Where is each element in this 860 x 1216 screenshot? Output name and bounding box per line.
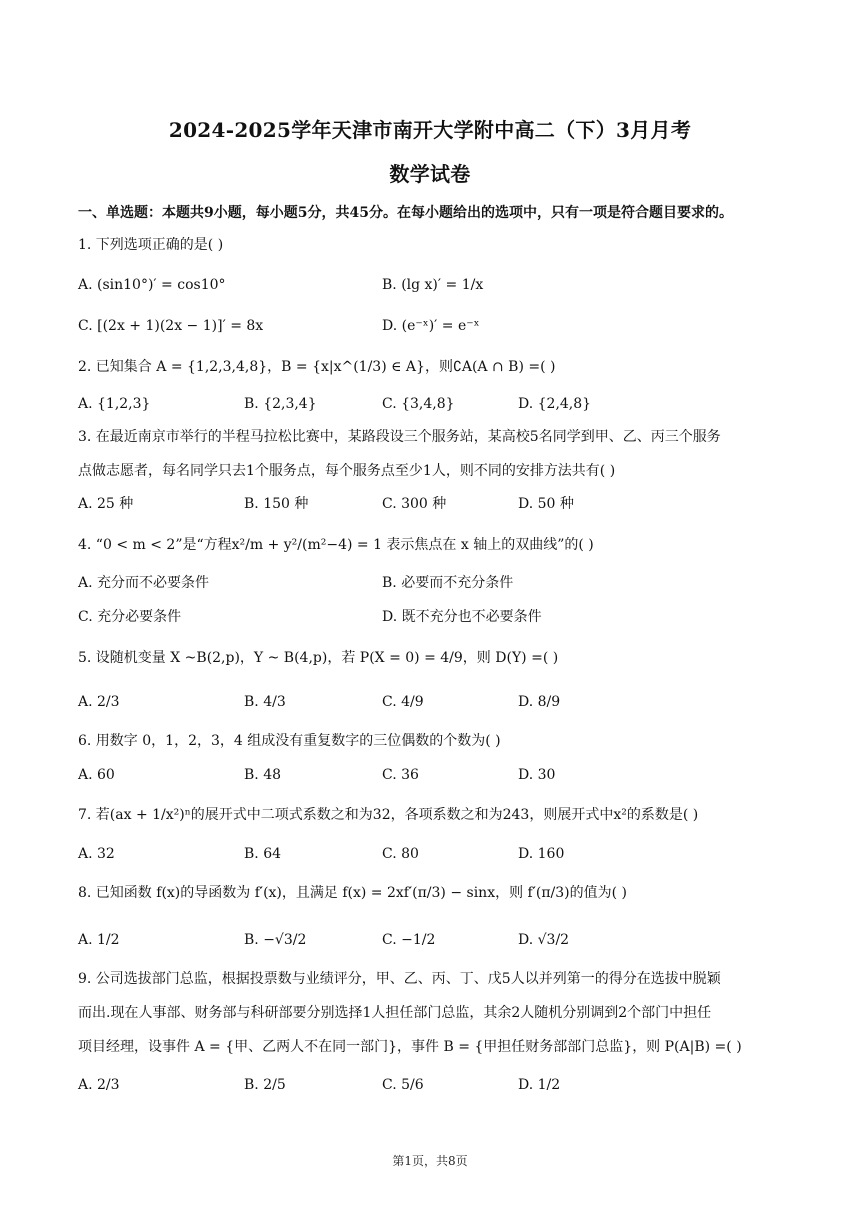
page-footer: 第1页，共8页	[392, 1154, 468, 1168]
question-4-stem: 4. “0 < m < 2”是“方程x²/m + y²/(m²−4) = 1 表示焦点在 x 轴上的双曲线”的( )	[78, 537, 594, 553]
q7-option-c: C. 80	[382, 846, 419, 862]
q1-option-c: C. [(2x + 1)(2x − 1)]′ = 8x	[78, 318, 264, 334]
question-9-stem-line2: 而出.现在人事部、财务部与科研部要分别选择1人担任部门总监，其余2人随机分别调到2个部门中担任	[78, 1005, 712, 1021]
section-heading: 一、单选题：本题共9小题，每小题5分，共45分。在每小题给出的选项中，只有一项是符合题目要求的。	[78, 205, 733, 221]
page-subtitle: 数学试卷	[389, 162, 471, 186]
q8-option-b: B. −√3/2	[244, 932, 307, 948]
question-5-stem: 5. 设随机变量 X ~B(2,p)，Y ~ B(4,p)，若 P(X = 0) = 4/9，则 D(Y) =( )	[78, 650, 559, 666]
q9-option-a: A. 2/3	[78, 1077, 120, 1093]
question-9-stem-line3: 项目经理，设事件 A = {甲、乙两人不在同一部门}，事件 B = {甲担任财务部部门总监}，则 P(A|B) =( )	[78, 1039, 742, 1055]
q7-option-a: A. 32	[78, 846, 115, 862]
q7-option-d: D. 160	[518, 846, 565, 862]
q3-option-c: C. 300 种	[382, 496, 447, 512]
q4-option-d: D. 既不充分也不必要条件	[382, 609, 542, 625]
question-2-stem: 2. 已知集合 A = {1,2,3,4,8}，B = {x|x^(1/3) ∈ A}，则∁A(A ∩ B) =( )	[78, 359, 556, 375]
q5-option-c: C. 4/9	[382, 694, 424, 710]
q4-option-a: A. 充分而不必要条件	[78, 575, 210, 591]
q9-option-c: C. 5/6	[382, 1077, 424, 1093]
q3-option-b: B. 150 种	[244, 496, 309, 512]
q3-option-a: A. 25 种	[78, 496, 134, 512]
q9-option-b: B. 2/5	[244, 1077, 286, 1093]
q4-option-c: C. 充分必要条件	[78, 609, 182, 625]
q5-option-a: A. 2/3	[78, 694, 120, 710]
page-title: 2024-2025学年天津市南开大学附中高二（下）3月月考	[168, 118, 692, 142]
q8-option-d: D. √3/2	[518, 932, 570, 948]
q1-option-d: D. (e⁻ˣ)′ = e⁻ˣ	[382, 318, 480, 334]
question-8-stem: 8. 已知函数 f(x)的导函数为 f′(x)，且满足 f(x) = 2xf′(π/3) − sinx，则 f′(π/3)的值为( )	[78, 885, 628, 901]
q1-option-a: A. (sin10°)′ = cos10°	[78, 277, 226, 293]
q8-option-c: C. −1/2	[382, 932, 436, 948]
q7-option-b: B. 64	[244, 846, 282, 862]
q2-option-b: B. {2,3,4}	[244, 396, 317, 412]
question-7-stem: 7. 若(ax + 1/x²)ⁿ的展开式中二项式系数之和为32，各项系数之和为243，则展开式中x²的系数是( )	[78, 807, 699, 823]
q6-option-d: D. 30	[518, 767, 556, 783]
q6-option-a: A. 60	[78, 767, 115, 783]
question-3-stem-line2: 点做志愿者，每名同学只去1个服务点，每个服务点至少1人，则不同的安排方法共有( )	[78, 463, 616, 479]
question-1-stem: 1. 下列选项正确的是( )	[78, 237, 224, 253]
q6-option-b: B. 48	[244, 767, 282, 783]
q5-option-d: D. 8/9	[518, 694, 561, 710]
q1-option-b: B. (lg x)′ = 1/x	[382, 277, 484, 293]
q6-option-c: C. 36	[382, 767, 419, 783]
q9-option-d: D. 1/2	[518, 1077, 561, 1093]
question-9-stem-line1: 9. 公司选拔部门总监，根据投票数与业绩评分，甲、乙、丙、丁、戊5人以并列第一的得分在选拔中脱颖	[78, 971, 721, 987]
q2-option-a: A. {1,2,3}	[78, 396, 151, 412]
q4-option-b: B. 必要而不充分条件	[382, 575, 514, 591]
question-6-stem: 6. 用数字 0，1，2，3，4 组成没有重复数字的三位偶数的个数为( )	[78, 733, 501, 749]
q3-option-d: D. 50 种	[518, 496, 574, 512]
question-3-stem-line1: 3. 在最近南京市举行的半程马拉松比赛中，某路段设三个服务站，某高校5名同学到甲、乙、丙三个服务	[78, 429, 721, 445]
q8-option-a: A. 1/2	[78, 932, 120, 948]
q2-option-d: D. {2,4,8}	[518, 396, 592, 412]
q5-option-b: B. 4/3	[244, 694, 286, 710]
q2-option-c: C. {3,4,8}	[382, 396, 455, 412]
